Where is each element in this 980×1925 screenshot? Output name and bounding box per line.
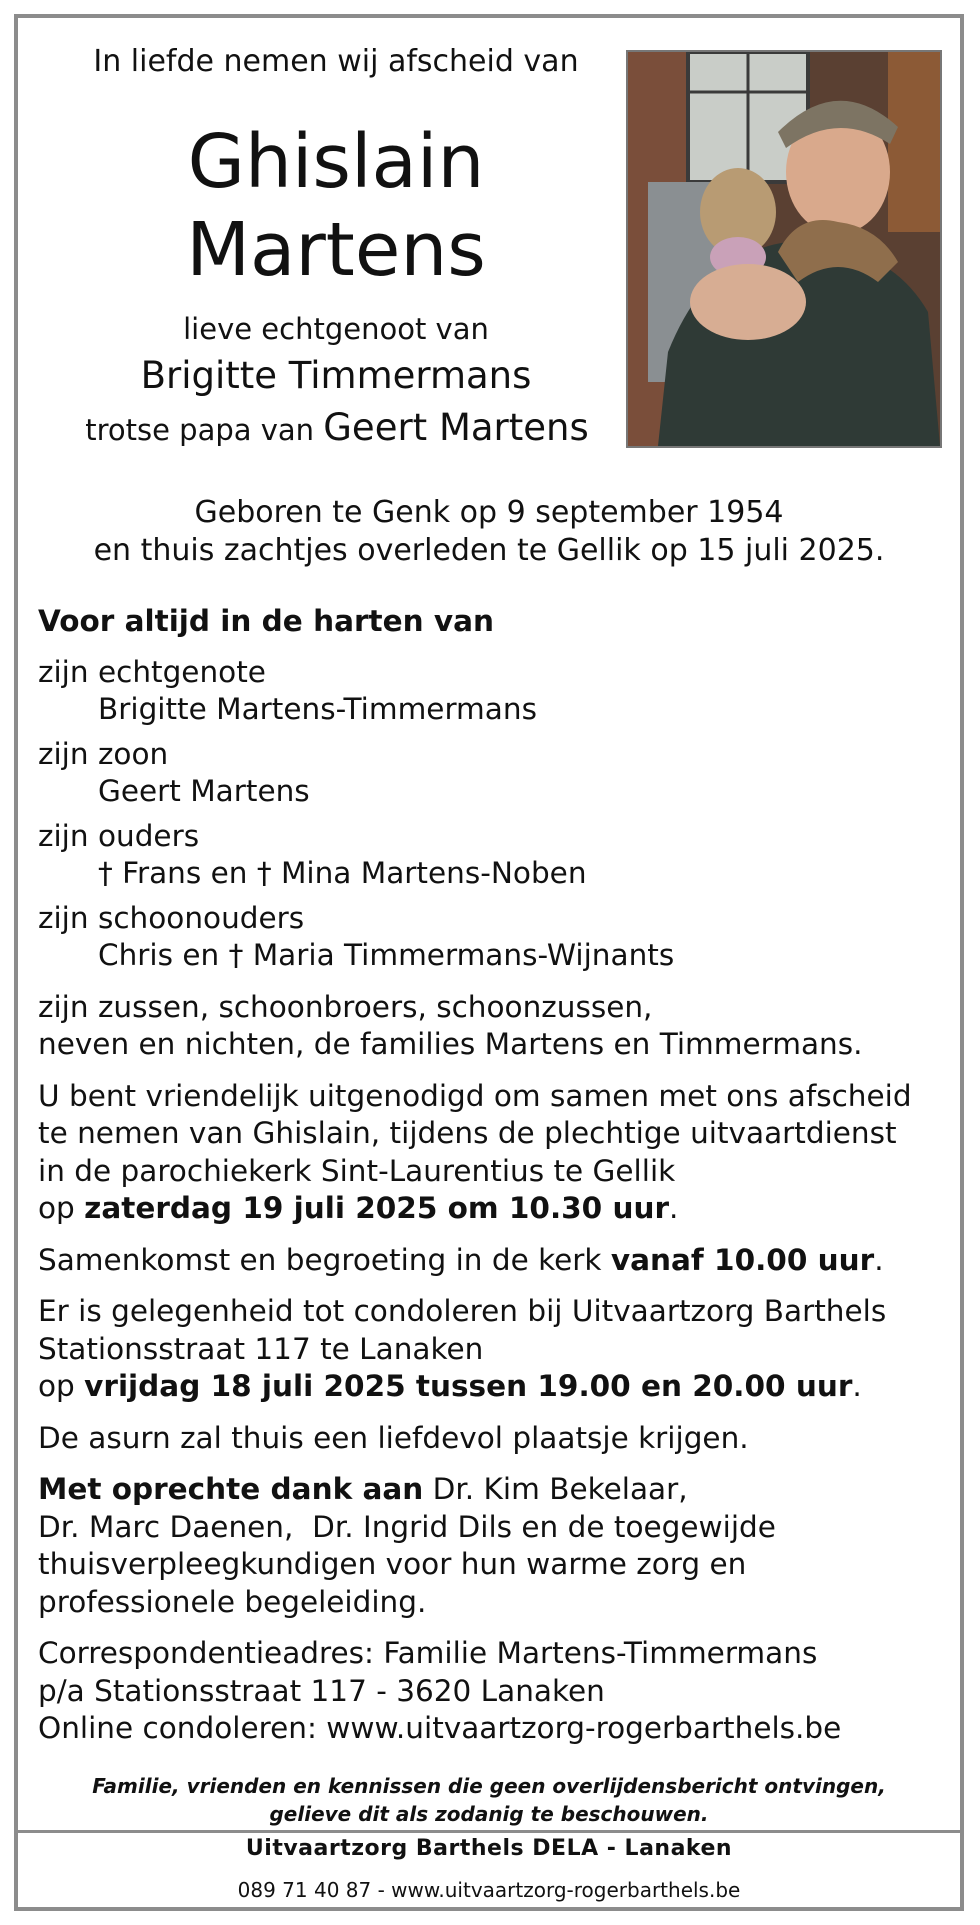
gathering-text: Samenkomst en begroeting in de kerk (38, 1242, 602, 1277)
relation-parents (38, 818, 958, 893)
child-name: Geert Martens (323, 406, 589, 449)
deceased-name (56, 118, 616, 294)
relation-in-laws (38, 900, 958, 975)
condolence-date-suffix: . (852, 1369, 862, 1403)
service-date-prefix: op (38, 1191, 75, 1225)
relation-names: Geert Martens (98, 774, 310, 808)
service-line: te nemen van Ghislain, tijdens de plechtige uitvaartdienst (38, 1116, 897, 1150)
notice-text (18, 1772, 960, 1828)
relation-label: zijn ouders (38, 818, 200, 853)
thanks-line: professionele begeleiding. (38, 1584, 427, 1619)
condolence-line: Stationsstraat 117 te Lanaken (38, 1331, 484, 1366)
birth-death-info (18, 494, 960, 570)
extended-family-line: zijn zussen, schoonbroers, schoonzussen, (38, 989, 653, 1024)
obituary-card (14, 14, 964, 1911)
thanks-line: thuisverpleegkundigen voor hun warme zorg en (38, 1547, 747, 1581)
thanks-paragraph (38, 1471, 958, 1621)
spouse-intro: lieve echtgenoot van (183, 312, 489, 346)
intro-text: In liefde nemen wij afscheid van (93, 44, 579, 79)
condolence-date: vrijdag 18 juli 2025 tussen 19.00 en 20.00 uur (84, 1369, 853, 1403)
condolence-line: Er is gelegenheid tot condoleren bij Uitvaartzorg Barthels (38, 1294, 887, 1328)
relation-label: zijn zoon (38, 736, 169, 771)
spouse-name: Brigitte Timmermans (140, 354, 532, 397)
undertaker-contact: 089 71 40 87 - www.uitvaartzorg-rogerbarthels.be (237, 1878, 741, 1902)
urn-text: De asurn zal thuis een liefdevol plaatsje krijgen. (38, 1420, 749, 1455)
portrait-photo-image (628, 52, 940, 446)
family-heading: Voor altijd in de harten van (38, 604, 495, 638)
address-line: Correspondentieadres: Familie Martens-Timmermans (38, 1636, 818, 1670)
service-date: zaterdag 19 juli 2025 om 10.30 uur (84, 1191, 670, 1225)
gathering-suffix: . (874, 1242, 884, 1277)
relation-label: zijn echtgenote (38, 654, 266, 689)
portrait-photo (626, 50, 942, 448)
relation-spouse (38, 654, 958, 729)
birth-line: Geboren te Genk op 9 september 1954 (194, 495, 784, 530)
relation-names: Chris en † Maria Timmermans-Wijnants (98, 938, 675, 972)
condolence-date-line (38, 1368, 958, 1406)
footer-divider (18, 1830, 960, 1833)
address-paragraph (38, 1635, 958, 1748)
last-name: Martens (186, 207, 486, 293)
gathering-paragraph (38, 1242, 958, 1280)
gathering-line (38, 1242, 958, 1280)
service-line: U bent vriendelijk uitgenodigd om samen met ons afscheid (38, 1078, 912, 1113)
relation-label: zijn schoonouders (38, 900, 305, 935)
notice-line: Familie, vrienden en kennissen die geen overlijdensbericht ontvingen, (92, 1774, 886, 1798)
thanks-lead: Met oprechte dank aan (38, 1472, 424, 1506)
urn-paragraph (38, 1420, 958, 1458)
child-intro: trotse papa van (85, 413, 315, 447)
first-name: Ghislain (187, 119, 485, 205)
death-line: en thuis zachtjes overleden te Gellik op 15 juli 2025. (93, 533, 885, 568)
address-line: p/a Stationsstraat 117 - 3620 Lanaken (38, 1673, 605, 1708)
child-line (42, 406, 632, 449)
relation-son (38, 736, 958, 811)
online-condolence-line: Online condoleren: www.uitvaartzorg-rogerbarthels.be (38, 1711, 842, 1745)
undertaker-name: Uitvaartzorg Barthels DELA - Lanaken (245, 1836, 733, 1861)
relation-names: † Frans en † Mina Martens-Noben (98, 856, 587, 890)
thanks-line: Dr. Marc Daenen, Dr. Ingrid Dils en de toegewijde (38, 1509, 776, 1544)
condolence-paragraph (38, 1293, 958, 1406)
condolence-date-prefix: op (38, 1369, 75, 1403)
extended-family-line: neven en nichten, de families Martens en Timmermans. (38, 1027, 863, 1061)
thanks-line (38, 1471, 958, 1509)
gathering-time: vanaf 10.00 uur (610, 1242, 875, 1277)
service-paragraph (38, 1078, 958, 1228)
obituary-body (38, 603, 958, 1748)
relation-names: Brigitte Martens-Timmermans (98, 692, 537, 726)
thanks-rest: Dr. Kim Bekelaar, (423, 1472, 688, 1506)
service-line: in de parochiekerk Sint-Laurentius te Gellik (38, 1153, 676, 1188)
service-date-suffix: . (669, 1191, 679, 1225)
extended-family (38, 989, 958, 1064)
service-date-line (38, 1190, 958, 1228)
notice-line: gelieve dit als zodanig te beschouwen. (269, 1802, 709, 1826)
